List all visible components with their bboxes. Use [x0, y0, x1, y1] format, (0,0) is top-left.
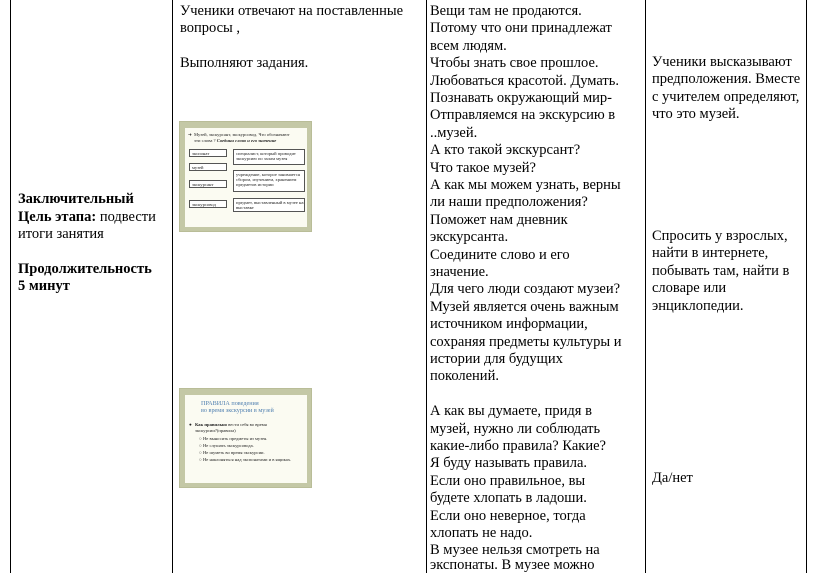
teacher-line-6: Познавать окружающий мир- [430, 90, 612, 106]
results-block2-line-4: словаре или [652, 280, 727, 297]
word-box-guide: экскурсовод [189, 200, 227, 208]
results-block2-line-2: найти в интернете, [652, 245, 769, 262]
teacher-line-11: А как мы можем узнать, верны [430, 177, 621, 193]
slide-bullet-icon: ➜ [188, 132, 192, 137]
teacher-line-26: какие-либо правила? Какие? [430, 438, 606, 454]
table-border-left [10, 0, 11, 573]
slide1-task-line-2: эти слова ? Соедини слово и его значение [194, 137, 277, 143]
teacher-line-2: Потому что они принадлежат [430, 20, 612, 37]
teacher-line-3: всем людям. [430, 37, 507, 54]
word-box-museum: музей [189, 163, 227, 171]
teacher-line-15: Соедините слово и его [430, 246, 570, 263]
teacher-line-20: сохраняя предметы культуры и [430, 333, 622, 350]
teacher-line-18: Музей является очень важным [430, 298, 619, 315]
duration-value: 5 минут [18, 278, 70, 295]
stage-goal-text: подвести [96, 208, 156, 225]
slide1-task-line-1: Музей, экскурсант, экскурсовод. Что обозначают [194, 132, 290, 137]
rule-item-3: ○ Не шуметь во время экскурсии. [199, 450, 265, 455]
rules-lead-line-2: экскурсии?(правила) [195, 428, 236, 433]
results-block2-line-1: Спросить у взрослых, [652, 228, 788, 244]
matching-slide-image [179, 121, 312, 232]
teacher-line-4: Чтобы знать свое прошлое. [430, 55, 599, 72]
duration-label: Продолжительность [18, 260, 152, 277]
stage-goal-label: Цель этапа: [18, 208, 97, 225]
rule-item-1: ○ Не выносить предметы из музея. [199, 436, 268, 441]
table-border-col4 [645, 0, 646, 573]
results-block1-line-1: Ученики высказывают [652, 54, 792, 70]
stage-goal [18, 209, 156, 226]
teacher-line-30: Если оно неверное, тогда [430, 507, 586, 524]
table-border-right [806, 0, 807, 573]
rule-item-2: ○ Не слушать экскурсовода. [199, 443, 254, 448]
teacher-line-28: Если оно правильное, вы [430, 472, 586, 489]
teacher-line-25: музей, нужно ли соблюдать [430, 420, 601, 437]
results-block1-line-2: предположения. Вместе [652, 71, 801, 88]
stage-title: Заключительный [18, 191, 134, 207]
rules-slide-content [185, 395, 307, 483]
teacher-line-19: источником информации, [430, 316, 588, 333]
rules-slide-title-1: ПРАВИЛА поведения [201, 400, 259, 407]
teacher-line-24: А как вы думаете, придя в [430, 403, 592, 420]
stage-goal-text-2: итоги занятия [18, 226, 104, 242]
teacher-line-21: истории для будущих [430, 351, 563, 367]
teacher-line-9: А кто такой экскурсант? [430, 142, 581, 159]
teacher-line-1: Вещи там не продаются. [430, 3, 582, 19]
rules-lead-line-1: Как правильно вести себя во время [195, 422, 267, 427]
teacher-line-16: значение. [430, 264, 489, 280]
teacher-line-10: Что такое музей? [430, 159, 536, 176]
rules-slide-title-2: во время экскурсии в музей [201, 407, 274, 414]
definition-box-1: специалист, который проводит экскурсию по залам музея [233, 149, 305, 165]
teacher-line-7: Отправляемся на экскурсию в [430, 107, 616, 124]
results-block2-line-5: энциклопедии. [652, 297, 744, 314]
results-block3-line-1: Да/нет [652, 470, 693, 486]
teacher-line-31: хлопать не надо. [430, 525, 533, 541]
rules-slide-image [179, 388, 312, 488]
teacher-line-29: будете хлопать в ладоши. [430, 490, 587, 507]
table-border-col2 [172, 0, 173, 573]
students-line-1: Ученики отвечают на поставленные [180, 3, 404, 19]
word-box-exhibit: экспонат [189, 149, 227, 157]
teacher-line-33: экспонаты. В музее можно [430, 557, 595, 573]
teacher-line-13: Поможет нам дневник [430, 211, 568, 228]
results-block1-line-3: с учителем определяют, [652, 88, 800, 105]
definition-box-2: учреждение, которое занимается сбором, изучением, хранением предметов истории [233, 170, 305, 192]
students-line-2: вопросы , [180, 20, 241, 37]
teacher-line-22: поколений. [430, 368, 499, 385]
rule-item-4: ○ Не наклоняться над экспонатами и в ящиках. [199, 457, 292, 462]
results-block1-line-4: что это музей. [652, 106, 740, 123]
rules-bullet-icon: ● [189, 422, 192, 427]
teacher-line-32: В музее нельзя смотреть на [430, 542, 600, 559]
teacher-line-12: ли наши предположения? [430, 194, 588, 211]
results-block2-line-3: побывать там, найти в [652, 262, 790, 279]
teacher-line-5: Любоваться красотой. Думать. [430, 72, 619, 89]
teacher-line-17: Для чего люди создают музеи? [430, 281, 621, 298]
matching-slide-content [185, 128, 307, 227]
table-border-col3 [426, 0, 427, 573]
word-box-visitor: экскурсант [189, 180, 227, 188]
teacher-line-14: экскурсанта. [430, 229, 509, 246]
definition-box-3: предмет, выставленный в музее на выставке [233, 198, 305, 212]
teacher-line-27: Я буду называть правила. [430, 455, 588, 472]
teacher-line-8: ..музей. [430, 124, 478, 141]
students-line-4: Выполняют задания. [180, 55, 309, 72]
